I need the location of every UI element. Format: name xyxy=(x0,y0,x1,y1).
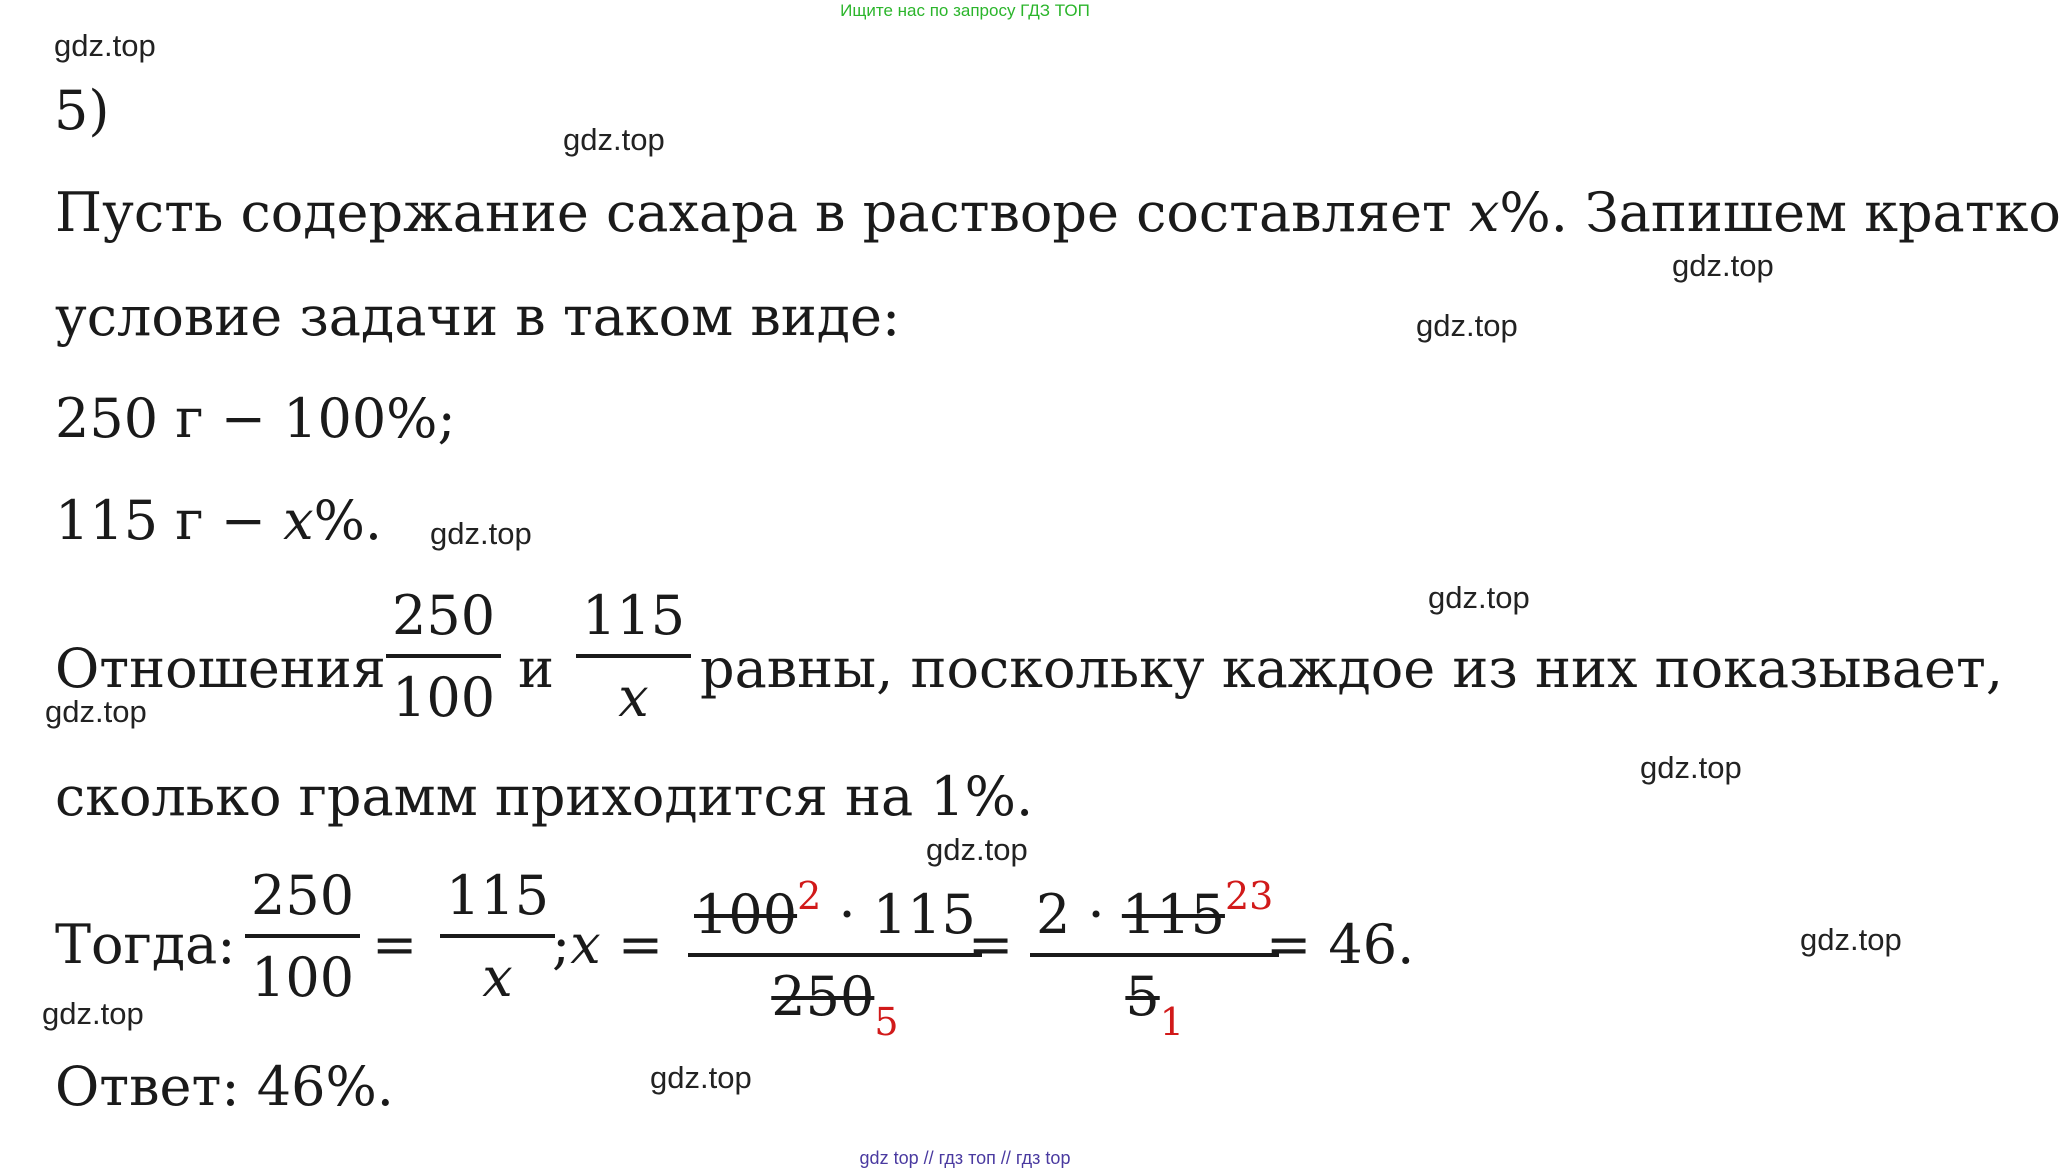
eq-result: = 46. xyxy=(1266,913,1415,976)
ratio-conj: и xyxy=(518,637,554,700)
watermark: gdz.top xyxy=(1672,248,1774,283)
problem-number: 5) xyxy=(54,79,110,142)
fraction-115-x: 115 x xyxy=(576,586,691,728)
text-line-6: сколько грамм приходится на 1%. xyxy=(55,765,1034,828)
watermark: gdz.top xyxy=(1416,308,1518,343)
watermark: gdz.top xyxy=(42,996,144,1031)
footer-links[interactable]: gdz top // гдз топ // гдз top xyxy=(859,1148,1071,1168)
watermark: gdz.top xyxy=(1800,922,1902,957)
eq-equals-1: = xyxy=(372,913,418,976)
text-line-1: Пусть содержание сахара в растворе составляет x%. Запишем кратко xyxy=(55,181,2061,244)
eq-fraction-cancel-2: $2 \cdot 115^{23}$ $5_1$ xyxy=(1030,866,1279,1052)
watermark: gdz.top xyxy=(563,122,665,157)
proportion-line-1: 250 г − 100%; xyxy=(55,387,456,450)
fraction-250-100: 250 100 xyxy=(386,586,501,728)
watermark: gdz.top xyxy=(45,694,147,729)
watermark: gdz.top xyxy=(926,832,1028,867)
proportion-line-2: 115 г − x%. xyxy=(55,489,383,552)
watermark: gdz.top xyxy=(650,1060,752,1095)
ratio-tail: равны, поскольку каждое из них показывает, xyxy=(700,637,2004,700)
eq-semicolon-x: ;x = xyxy=(552,913,664,976)
watermark: gdz.top xyxy=(430,516,532,551)
eq-equals-3: = xyxy=(968,913,1014,976)
watermark: gdz.top xyxy=(54,28,156,63)
eq-fraction-cancel-1: $100^2 \cdot 115$ $250_5$ xyxy=(688,866,982,1052)
top-banner: Ищите нас по запросу ГДЗ ТОП xyxy=(840,1,1090,20)
eq-fraction-115-x: 115 x xyxy=(440,866,555,1008)
eq-fraction-250-100: 250 100 xyxy=(245,866,360,1008)
watermark: gdz.top xyxy=(1428,580,1530,615)
answer: Ответ: 46%. xyxy=(55,1055,394,1118)
text-line-2: условие задачи в таком виде: xyxy=(55,285,901,348)
watermark: gdz.top xyxy=(1640,750,1742,785)
ratio-lead: Отношения xyxy=(55,637,386,700)
equation-lead: Тогда: xyxy=(55,913,236,976)
